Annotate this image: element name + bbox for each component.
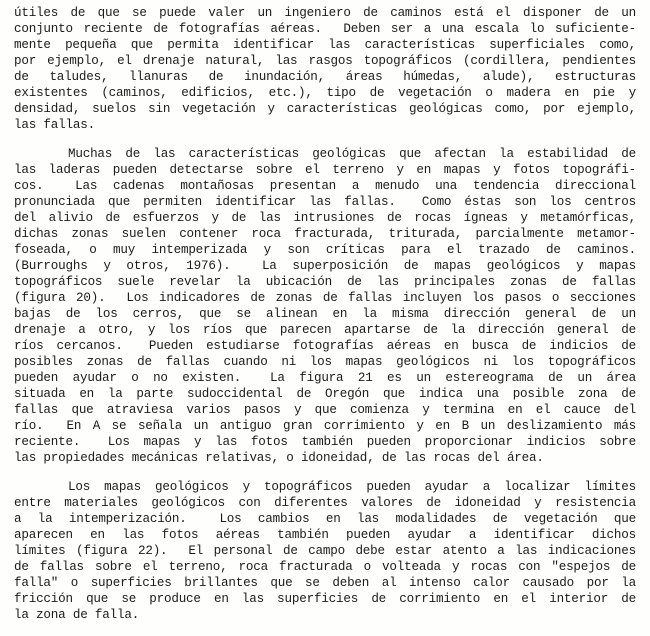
- text-line: drenaje a otro, y los ríos que parecen apartarse de la dirección general de: [14, 323, 636, 337]
- text-line: del alivio de esfuerzos y de las intrusiones de rocas ígneas y metamórficas,: [14, 211, 636, 225]
- text-line: las fallas.: [14, 118, 95, 132]
- paragraph: [14, 479, 636, 623]
- text-line: aparecen en las fotos aéreas también pueden ayudar a identificar dichos: [14, 528, 636, 542]
- text-line: pronunciada que permiten identificar las fallas. Como éstas son los centros: [14, 195, 636, 209]
- text-line: fallas que atraviesa varios pasos y que comienza y termina en el cauce del: [14, 403, 636, 417]
- text-line: foseada, o muy intemperizada y son críticas para el trazado de caminos.: [14, 243, 636, 257]
- text-line: mente pequeña que permita identificar las características superficiales como,: [14, 38, 636, 52]
- text-line: de taludes, llanuras de inundación, áreas húmedas, alude), estructuras: [14, 70, 636, 84]
- text-line: (Burroughs y otros, 1976). La superposición de mapas geológicos y mapas: [14, 259, 636, 273]
- text-line: las propiedades mecánicas relativas, o idoneidad, de las rocas del área.: [14, 451, 544, 465]
- text-line: reciente. Los mapas y las fotos también pueden proporcionar indicios sobre: [14, 435, 636, 449]
- text-line: de fallas sobre el terreno, roca fracturada o volteada y rocas con "espejos de: [14, 560, 636, 574]
- text-line: (figura 20). Los indicadores de zonas de fallas incluyen los pasos o secciones: [14, 291, 636, 305]
- text-line: ríos cercanos. Pueden estudiarse fotografías aéreas en busca de indicios de: [14, 339, 636, 353]
- text-line: existentes (caminos, edificios, etc.), tipo de vegetación o madera en pie y: [14, 86, 636, 100]
- text-line: río. En A se señala un antiguo gran corrimiento y en B un deslizamiento más: [14, 419, 636, 433]
- text-line: conjunto reciente de fotografías aéreas. Deben ser a una escala lo suficiente-: [14, 22, 636, 36]
- text-line: pueden ayudar o no existen. La figura 21 es un estereograma de un área: [14, 371, 636, 385]
- paragraph: [14, 5, 636, 133]
- text-line: dichas zonas suelen contener roca fracturada, triturada, parcialmente metamor-: [14, 227, 636, 241]
- text-line: topográficos suele revelar la ubicación de las principales zonas de fallas: [14, 275, 636, 289]
- text-line: situada en la parte sudoccidental de Oregón que indica una posible zona de: [14, 387, 636, 401]
- text-line: posibles zonas de fallas cuando ni los mapas geológicos ni los topográficos: [14, 355, 636, 369]
- text-line: falla" o superficies brillantes que se deben al intenso calor causado por la: [14, 576, 636, 590]
- text-line: fricción que se produce en las superficies de corrimiento en el interior de: [14, 592, 636, 606]
- text-line: cos. Las cadenas montañosas presentan a menudo una tendencia direccional: [14, 179, 636, 193]
- text-line: las laderas pueden detectarse sobre el terreno y en mapas y fotos topográfi-: [14, 163, 636, 177]
- text-line: Los mapas geológicos y topográficos pueden ayudar a localizar límites: [68, 480, 636, 494]
- text-line: Muchas de las características geológicas que afectan la estabilidad de: [68, 147, 636, 161]
- paragraph: [14, 146, 636, 466]
- text-line: la zona de falla.: [14, 608, 140, 622]
- text-line: por ejemplo, el drenaje natural, las rasgos topográficos (cordillera, pendientes: [14, 54, 636, 68]
- text-line: útiles de que se puede valer un ingeniero de caminos está el disponer de un: [14, 6, 636, 20]
- text-line: densidad, suelos sin vegetación y características geológicas como, por ejemplo,: [14, 102, 636, 116]
- text-line: a la intemperización. Los cambios en las modalidades de vegetación que: [14, 512, 636, 526]
- text-line: bajas de los cerros, que se alinean en la misma dirección general de un: [14, 307, 636, 321]
- text-line: límites (figura 22). El personal de campo debe estar atento a las indicaciones: [14, 544, 636, 558]
- text-line: entre materiales geológicos con diferentes valores de idoneidad y resistencia: [14, 496, 636, 510]
